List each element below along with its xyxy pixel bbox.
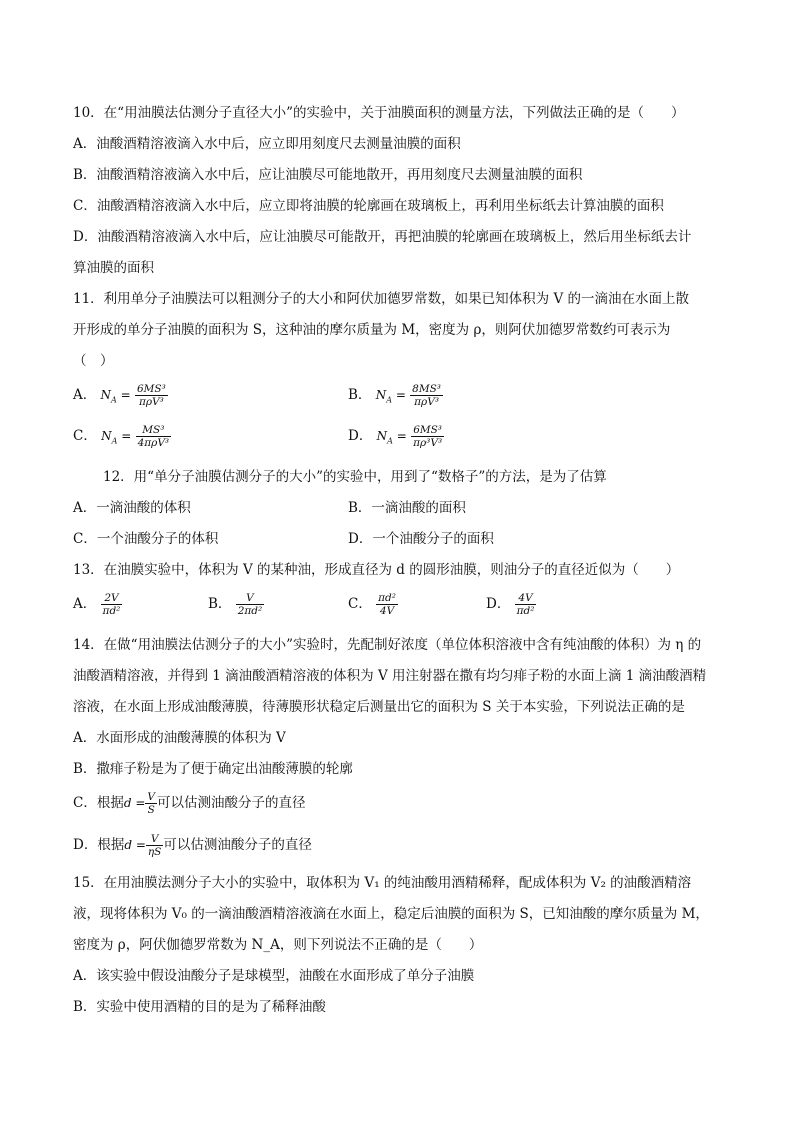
option-label: B． (208, 596, 232, 612)
formula-lhs: N (100, 388, 112, 402)
formula-fraction (145, 791, 157, 816)
option-label: D． (348, 428, 373, 444)
question-15-option-b: B．实验中使用酒精的目的是为了稀释油酸 (73, 999, 326, 1015)
option-prefix: D．根据 (73, 837, 125, 853)
question-15-option-a: A．该实验中假设油酸分子是球模型，油酸在水面形成了单分子油膜 (73, 968, 475, 984)
option-label: D． (486, 596, 511, 612)
question-14-line3: 溶液，在水面上形成油酸薄膜，待薄膜形状稳定后测量出它的面积为 S 关于本实验，下列说法正确的是 (73, 699, 685, 715)
denominator: 4πρV³ (137, 437, 170, 449)
question-13-option-c (348, 592, 398, 617)
question-13-stem: 13．在油膜实验中，体积为 V 的某种油，形成直径为 d 的圆形油膜，则油分子的直径近似为（ ） (73, 562, 680, 578)
numerator: 6MS³ (137, 383, 166, 395)
question-15-line2: 液，现将体积为 V₀ 的一滴油酸酒精溶液滴在水面上，稳定后油膜的面积为 S，已知油酸的摩尔质量为 M， (73, 906, 709, 922)
question-12-option-b: B．一滴油酸的面积 (348, 500, 466, 516)
question-12-option-c: C．一个油酸分子的体积 (73, 531, 219, 547)
denominator: πd² (102, 605, 121, 617)
question-14-option-c (73, 791, 306, 816)
option-label: B． (348, 387, 372, 403)
question-15-line1: 15．在用油膜法测分子大小的实验中，取体积为 V₁ 的纯油酸用酒精稀释，配成体积为 V₂ 的油酸酒精溶 (73, 875, 692, 891)
formula-subscript: A (387, 436, 393, 446)
formula-lhs: d = (124, 838, 146, 852)
question-12-option-d: D．一个油酸分子的面积 (348, 531, 494, 547)
formula-fraction (135, 383, 168, 408)
formula-fraction (136, 424, 172, 449)
option-suffix: 可以估测油酸分子的直径 (163, 837, 312, 853)
option-label: C． (348, 596, 372, 612)
question-11-line1: 11．利用单分子油膜法可以粗测分子的大小和阿伏加德罗常数，如果已知体积为 V 的一滴油在水面上散 (73, 291, 690, 307)
numerator: V (146, 833, 163, 846)
question-14-option-b: B．撒痱子粉是为了便于确定出油酸薄膜的轮廓 (73, 761, 353, 777)
option-label: A． (73, 387, 97, 403)
question-14-option-a: A．水面形成的油酸薄膜的体积为 V (73, 730, 286, 746)
denominator: πρV³ (414, 396, 440, 408)
formula-subscript: A (386, 395, 392, 405)
denominator: 4V (379, 605, 395, 617)
numerator: 4V (515, 592, 537, 605)
question-15-line3: 密度为 ρ，阿伏伽德罗常数为 N_A，则下列说法不正确的是（ ） (73, 937, 483, 953)
question-11-option-d: D． $N_A$ = $\frac{\text{6MS³}}{\text{πρ³V³}}$ (348, 424, 443, 449)
question-12-stem: 12．用“单分子油膜估测分子的大小”的实验中，用到了“数格子”的方法，是为了估算 (103, 469, 607, 485)
formula-subscript: A (111, 395, 117, 405)
question-11-option-b: B． $N_A$ = $\frac{\text{8MS³}}{\text{πρV³}}$ (348, 383, 442, 408)
denominator: πρ³V³ (413, 437, 443, 449)
question-11-line2: 开形成的单分子油膜的面积为 S，这种油的摩尔质量为 M，密度为 ρ，则阿伏加德罗常数约可表示为 (73, 322, 671, 338)
question-14-line1: 14．在做“用油膜法估测分子的大小”实验时，先配制好浓度（单位体积溶液中含有纯油酸的体积）为 η 的 (73, 637, 702, 653)
option-prefix: C．根据 (73, 795, 124, 811)
question-10-stem: 10．在“用油膜法估测分子直径大小”的实验中，关于油膜面积的测量方法，下列做法正确的是（ ） (73, 105, 685, 121)
denominator: πd² (516, 605, 535, 617)
question-11-line3: （ ） (73, 353, 114, 369)
question-14-option-d (73, 833, 312, 858)
numerator: V (147, 791, 155, 803)
question-10-option-a: A．油酸酒精溶液滴入水中后，应立即用刻度尺去测量油膜的面积 (73, 136, 461, 152)
numerator: 6MS³ (411, 424, 444, 437)
numerator: V (236, 592, 265, 605)
question-10-option-d-line1: D．油酸酒精溶液滴入水中后，应让油膜尽可能散开，再把油膜的轮廓画在玻璃板上，然后用坐标纸去计 (73, 229, 692, 245)
question-10-option-b: B．油酸酒精溶液滴入水中后，应让油膜尽可能地散开，再用刻度尺去测量油膜的面积 (73, 167, 583, 183)
question-10-option-c: C．油酸酒精溶液滴入水中后，应立即将油膜的轮廓画在玻璃板上，再利用坐标纸去计算油膜的面积 (73, 198, 664, 214)
question-13-option-d (486, 592, 536, 617)
denominator: ηS (147, 846, 162, 858)
denominator: 2πd² (237, 605, 263, 617)
formula-lhs: N (101, 429, 112, 443)
question-10-option-d-line2: 算油膜的面积 (73, 260, 154, 276)
option-label: C． (73, 428, 97, 444)
formula-fraction (236, 592, 265, 617)
formula-fraction (515, 592, 537, 617)
question-14-line2: 油酸酒精溶液，并得到 1 滴油酸酒精溶液的体积为 V 用注射器在撒有均匀痱子粉的水面上滴 1 滴油酸酒精 (73, 668, 707, 684)
option-label: A． (73, 596, 97, 612)
formula-lhs: N (375, 388, 387, 402)
formula-fraction (411, 424, 444, 449)
formula-subscript: A (111, 436, 118, 446)
question-11-option-c: C． $N_A$ = $\frac{\text{MS³}}{\text{4πρV³}}$ (73, 424, 170, 449)
denominator: πρV³ (138, 396, 164, 408)
formula-fraction (376, 592, 398, 617)
question-12-option-a: A．一滴油酸的体积 (73, 500, 191, 516)
question-13-option-a (73, 592, 122, 617)
numerator: πd² (378, 592, 396, 604)
formula-fraction (101, 592, 123, 617)
formula-fraction (410, 383, 443, 408)
formula-lhs: d = (123, 796, 146, 810)
numerator: MS³ (136, 424, 172, 437)
numerator: 8MS³ (412, 383, 442, 395)
denominator: S (147, 804, 155, 816)
formula-fraction (146, 833, 163, 858)
option-suffix: 可以估测油酸分子的直径 (157, 795, 306, 811)
question-11-option-a: A． $N_A$ = $\frac{\text{6MS³}}{\text{πρV³}}$ (73, 383, 166, 408)
numerator: 2V (101, 592, 123, 605)
formula-lhs: N (376, 429, 388, 443)
question-13-option-b (208, 592, 264, 617)
